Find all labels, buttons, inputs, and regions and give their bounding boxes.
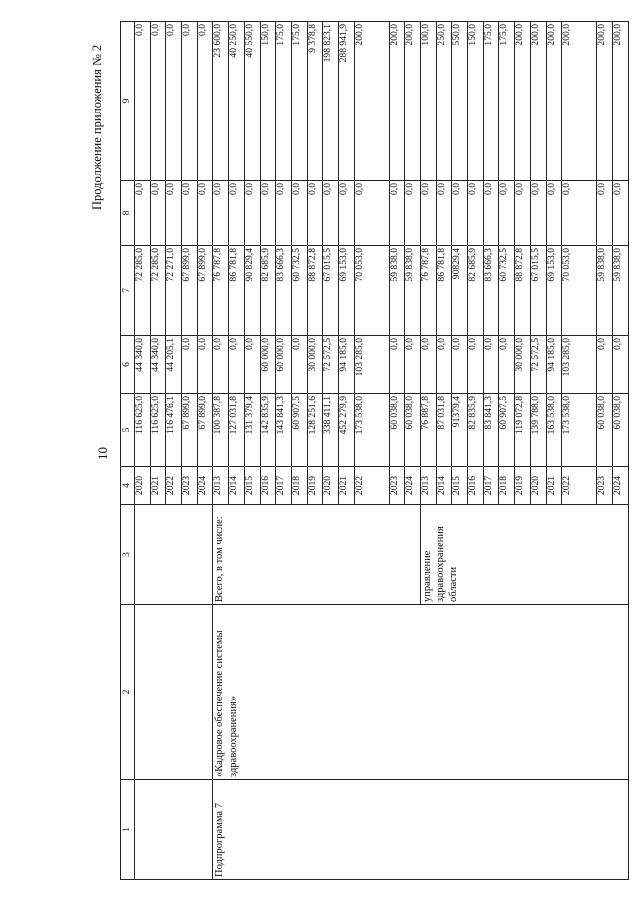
federal-cell: 0,0 xyxy=(452,336,468,394)
other-cell: 200,0 xyxy=(546,22,562,181)
local-cell: 0,0 xyxy=(436,181,452,246)
empty-cell xyxy=(135,605,213,780)
regional-cell: 88 872,8 xyxy=(515,246,531,336)
total-cell: 142 835,9 xyxy=(260,394,276,467)
column-header: 6 xyxy=(121,336,135,394)
federal-cell: 44 340,0 xyxy=(150,336,166,394)
federal-cell: 0,0 xyxy=(597,336,613,394)
federal-cell: 0,0 xyxy=(197,336,213,394)
total-cell: 173 538,0 xyxy=(354,394,389,467)
local-cell: 0,0 xyxy=(499,181,515,246)
regional-cell: 67 899,0 xyxy=(182,246,198,336)
local-cell: 0,0 xyxy=(452,181,468,246)
regional-cell: 69 153,0 xyxy=(338,246,354,336)
regional-cell: 72 271,0 xyxy=(166,246,182,336)
year-cell: 2014 xyxy=(436,467,452,505)
column-header: 3 xyxy=(121,505,135,605)
year-cell: 2016 xyxy=(260,467,276,505)
column-header: 7 xyxy=(121,246,135,336)
total-cell: 452 279,9 xyxy=(338,394,354,467)
regional-cell: 83 666,3 xyxy=(483,246,499,336)
regional-cell: 59 838,0 xyxy=(405,246,421,336)
local-cell: 0,0 xyxy=(389,181,405,246)
total-cell: 60 038,0 xyxy=(612,394,628,467)
local-cell: 0,0 xyxy=(182,181,198,246)
agency-label: управление здравоохранения области xyxy=(421,505,629,605)
year-cell: 2024 xyxy=(405,467,421,505)
local-cell: 0,0 xyxy=(213,181,229,246)
local-cell: 0,0 xyxy=(244,181,260,246)
federal-cell: 30 000,0 xyxy=(307,336,323,394)
year-cell: 2022 xyxy=(562,467,597,505)
total-cell: 60 038,0 xyxy=(597,394,613,467)
regional-cell: 69 153,0 xyxy=(546,246,562,336)
local-cell: 0,0 xyxy=(291,181,307,246)
local-cell: 0,0 xyxy=(546,181,562,246)
local-cell: 0,0 xyxy=(229,181,245,246)
total-cell: 67 899,0 xyxy=(197,394,213,467)
federal-cell: 0,0 xyxy=(436,336,452,394)
total-cell: 139 788,0 xyxy=(530,394,546,467)
other-cell: 200,0 xyxy=(354,22,389,181)
regional-cell: 59 838,0 xyxy=(597,246,613,336)
federal-cell: 103 285,0 xyxy=(354,336,389,394)
regional-cell: 86 781,8 xyxy=(229,246,245,336)
local-cell: 0,0 xyxy=(135,181,151,246)
local-cell: 0,0 xyxy=(323,181,339,246)
appendix-note: Продолжение приложения № 2 xyxy=(90,44,104,210)
other-cell: 200,0 xyxy=(530,22,546,181)
total-cell: 60 038,0 xyxy=(389,394,405,467)
regional-cell: 67 899,0 xyxy=(197,246,213,336)
regional-cell: 83 666,3 xyxy=(276,246,292,336)
program-code: Подпрограмма 7 xyxy=(213,780,628,880)
federal-cell: 0,0 xyxy=(213,336,229,394)
program-name: «Кадровое обеспечение системы здравоохранения» xyxy=(213,605,628,780)
regional-cell: 90 829,4 xyxy=(244,246,260,336)
federal-cell: 0,0 xyxy=(182,336,198,394)
year-cell: 2013 xyxy=(213,467,229,505)
other-cell: 0,0 xyxy=(182,22,198,181)
year-cell: 2019 xyxy=(515,467,531,505)
regional-cell: 67 015,5 xyxy=(323,246,339,336)
total-label: Всего, в том числе: xyxy=(213,505,421,605)
other-cell: 0,0 xyxy=(197,22,213,181)
regional-cell: 76 787,8 xyxy=(213,246,229,336)
local-cell: 0,0 xyxy=(483,181,499,246)
federal-cell: 60 000,0 xyxy=(260,336,276,394)
regional-cell: 76 787,8 xyxy=(421,246,437,336)
other-cell: 200,0 xyxy=(562,22,597,181)
year-cell: 2024 xyxy=(197,467,213,505)
other-cell: 175,0 xyxy=(499,22,515,181)
year-cell: 2019 xyxy=(307,467,323,505)
regional-cell: 88 872,8 xyxy=(307,246,323,336)
year-cell: 2021 xyxy=(546,467,562,505)
federal-cell: 94 185,0 xyxy=(338,336,354,394)
column-header: 8 xyxy=(121,181,135,246)
regional-cell: 72 285,0 xyxy=(150,246,166,336)
federal-cell: 30 000,0 xyxy=(515,336,531,394)
local-cell: 0,0 xyxy=(612,181,628,246)
year-cell: 2022 xyxy=(354,467,389,505)
year-cell: 2020 xyxy=(530,467,546,505)
year-cell: 2020 xyxy=(135,467,151,505)
local-cell: 0,0 xyxy=(597,181,613,246)
year-cell: 2018 xyxy=(499,467,515,505)
total-cell: 87 031,8 xyxy=(436,394,452,467)
regional-cell: 59 838,0 xyxy=(389,246,405,336)
other-cell: 250,0 xyxy=(436,22,452,181)
regional-cell: 59 838,0 xyxy=(612,246,628,336)
year-cell: 2013 xyxy=(421,467,437,505)
year-cell: 2023 xyxy=(182,467,198,505)
local-cell: 0,0 xyxy=(405,181,421,246)
federal-cell: 0,0 xyxy=(483,336,499,394)
year-cell: 2022 xyxy=(166,467,182,505)
local-cell: 0,0 xyxy=(197,181,213,246)
other-cell: 200,0 xyxy=(612,22,628,181)
total-cell: 76 887,8 xyxy=(421,394,437,467)
regional-cell: 70 053,0 xyxy=(354,246,389,336)
other-cell: 198 823,1 xyxy=(323,22,339,181)
total-cell: 82 835,9 xyxy=(468,394,484,467)
local-cell: 0,0 xyxy=(562,181,597,246)
budget-table xyxy=(120,21,629,880)
other-cell: 40 550,0 xyxy=(244,22,260,181)
page-number: 10 xyxy=(95,447,110,460)
local-cell: 0,0 xyxy=(260,181,276,246)
year-cell: 2015 xyxy=(452,467,468,505)
regional-cell: 82 685,9 xyxy=(468,246,484,336)
federal-cell: 0,0 xyxy=(612,336,628,394)
total-cell: 83 841,3 xyxy=(483,394,499,467)
column-header: 4 xyxy=(121,467,135,505)
other-cell: 288 941,9 xyxy=(338,22,354,181)
local-cell: 0,0 xyxy=(421,181,437,246)
other-cell: 200,0 xyxy=(515,22,531,181)
year-cell: 2021 xyxy=(150,467,166,505)
total-cell: 131 379,4 xyxy=(244,394,260,467)
federal-cell: 60 000,0 xyxy=(276,336,292,394)
local-cell: 0,0 xyxy=(276,181,292,246)
local-cell: 0,0 xyxy=(338,181,354,246)
total-cell: 91379,4 xyxy=(452,394,468,467)
total-cell: 60 038,0 xyxy=(405,394,421,467)
year-cell: 2014 xyxy=(229,467,245,505)
federal-cell: 0,0 xyxy=(244,336,260,394)
column-header: 5 xyxy=(121,394,135,467)
federal-cell: 44 205,1 xyxy=(166,336,182,394)
regional-cell: 67 015,5 xyxy=(530,246,546,336)
federal-cell: 72 572,5 xyxy=(530,336,546,394)
column-header: 9 xyxy=(121,22,135,181)
year-cell: 2020 xyxy=(323,467,339,505)
federal-cell: 94 185,0 xyxy=(546,336,562,394)
other-cell: 40 250,0 xyxy=(229,22,245,181)
other-cell: 175,0 xyxy=(483,22,499,181)
federal-cell: 103 285,0 xyxy=(562,336,597,394)
total-cell: 119 072,8 xyxy=(515,394,531,467)
regional-cell: 82 685,9 xyxy=(260,246,276,336)
other-cell: 150,0 xyxy=(468,22,484,181)
local-cell: 0,0 xyxy=(150,181,166,246)
federal-cell: 0,0 xyxy=(421,336,437,394)
total-cell: 67 899,0 xyxy=(182,394,198,467)
year-cell: 2016 xyxy=(468,467,484,505)
total-cell: 116 625,0 xyxy=(135,394,151,467)
local-cell: 0,0 xyxy=(307,181,323,246)
year-cell: 2024 xyxy=(612,467,628,505)
local-cell: 0,0 xyxy=(354,181,389,246)
local-cell: 0,0 xyxy=(530,181,546,246)
other-cell: 9 378,8 xyxy=(307,22,323,181)
year-cell: 2018 xyxy=(291,467,307,505)
regional-cell: 90829,4 xyxy=(452,246,468,336)
other-cell: 23 600,0 xyxy=(213,22,229,181)
regional-cell: 60 732,5 xyxy=(499,246,515,336)
local-cell: 0,0 xyxy=(515,181,531,246)
other-cell: 0,0 xyxy=(150,22,166,181)
total-cell: 127 031,8 xyxy=(229,394,245,467)
local-cell: 0,0 xyxy=(166,181,182,246)
regional-cell: 70 053,0 xyxy=(562,246,597,336)
other-cell: 200,0 xyxy=(405,22,421,181)
total-cell: 338 411,1 xyxy=(323,394,339,467)
other-cell: 0,0 xyxy=(135,22,151,181)
local-cell: 0,0 xyxy=(468,181,484,246)
column-header: 1 xyxy=(121,780,135,880)
other-cell: 200,0 xyxy=(597,22,613,181)
other-cell: 0,0 xyxy=(166,22,182,181)
column-header: 2 xyxy=(121,605,135,780)
other-cell: 175,0 xyxy=(291,22,307,181)
table-row xyxy=(135,22,151,880)
other-cell: 100,0 xyxy=(421,22,437,181)
federal-cell: 44 340,0 xyxy=(135,336,151,394)
total-cell: 116 625,0 xyxy=(150,394,166,467)
empty-cell xyxy=(135,505,213,605)
total-cell: 100 387,8 xyxy=(213,394,229,467)
year-cell: 2017 xyxy=(276,467,292,505)
year-cell: 2023 xyxy=(597,467,613,505)
regional-cell: 60 732,5 xyxy=(291,246,307,336)
total-cell: 60 907,5 xyxy=(291,394,307,467)
total-cell: 173 538,0 xyxy=(562,394,597,467)
other-cell: 550,0 xyxy=(452,22,468,181)
federal-cell: 0,0 xyxy=(389,336,405,394)
table-row xyxy=(213,22,229,880)
total-cell: 60 907,5 xyxy=(499,394,515,467)
other-cell: 175,0 xyxy=(276,22,292,181)
federal-cell: 0,0 xyxy=(499,336,515,394)
year-cell: 2021 xyxy=(338,467,354,505)
table-header xyxy=(121,22,135,880)
other-cell: 200,0 xyxy=(389,22,405,181)
regional-cell: 72 285,0 xyxy=(135,246,151,336)
year-cell: 2015 xyxy=(244,467,260,505)
total-cell: 128 251,6 xyxy=(307,394,323,467)
federal-cell: 0,0 xyxy=(468,336,484,394)
year-cell: 2023 xyxy=(389,467,405,505)
total-cell: 116 476,1 xyxy=(166,394,182,467)
federal-cell: 0,0 xyxy=(229,336,245,394)
federal-cell: 0,0 xyxy=(291,336,307,394)
empty-cell xyxy=(135,780,213,880)
regional-cell: 86 781,8 xyxy=(436,246,452,336)
year-cell: 2017 xyxy=(483,467,499,505)
total-cell: 163 538,0 xyxy=(546,394,562,467)
federal-cell: 72 572,5 xyxy=(323,336,339,394)
federal-cell: 0,0 xyxy=(405,336,421,394)
other-cell: 150,0 xyxy=(260,22,276,181)
total-cell: 143 841,3 xyxy=(276,394,292,467)
